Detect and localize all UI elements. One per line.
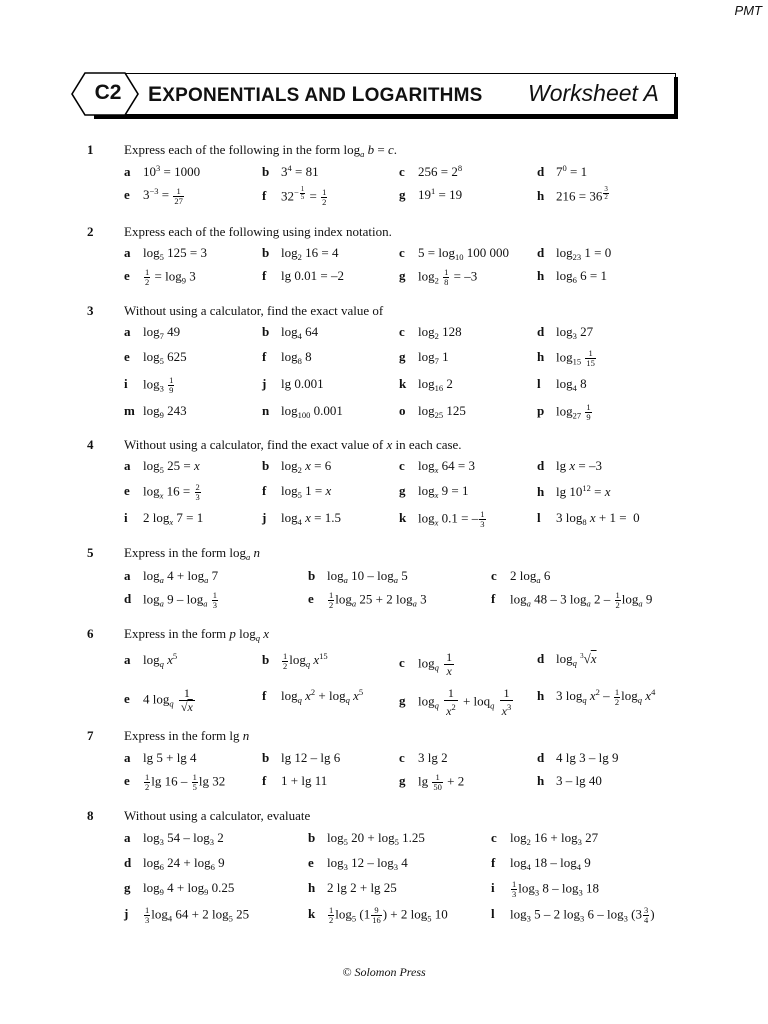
q3-part-o: o $\log_{25} 125$ <box>399 403 466 420</box>
question-2-row-1 <box>0 245 768 265</box>
q1-part-h: h 216 = 36 $^{\frac{3}{2}}$ <box>537 185 608 204</box>
q5-part-c: c 2 $\log_a 6$ <box>491 568 551 585</box>
q4-part-h: h $\lg 10^{12} = x$ <box>537 483 611 499</box>
q7-part-g: g lg $\frac{1}{50}$ + 2 <box>399 772 465 792</box>
worksheet-header <box>70 71 678 119</box>
question-4-row-3 <box>0 510 768 530</box>
q8-part-k: k $\frac{1}{2}$ $\log_5 (1$ $\frac{9}{16}$ ) + 2 $\log_5 10$ <box>308 905 448 925</box>
q3-part-e: e $\log_5 625$ <box>124 349 187 366</box>
question-3-row-2 <box>0 349 768 369</box>
q2-part-g: g $\log_2$ $\frac{1}{8}$ = –3 <box>399 267 478 287</box>
q5-part-e: e $\frac{1}{2}$ $\log_a 25 + 2$ $\log_a 3$ <box>308 590 427 610</box>
q3-part-m: m $\log_9 243$ <box>124 403 187 420</box>
question-6-row-1 <box>0 650 768 678</box>
q3-part-d: d $\log_3 27$ <box>537 324 594 341</box>
q3-part-c: c $\log_2 128$ <box>399 324 462 341</box>
question-7-row-1 <box>0 750 768 770</box>
corner-label: PMT <box>734 3 762 18</box>
q4-part-i: i 2 $\log_x 7 = 1$ <box>124 510 204 527</box>
q3-part-j: j lg 0.001 <box>262 376 324 391</box>
q3-part-h: h $\log_{15}$ $\frac{1}{15}$ <box>537 348 595 368</box>
q8-part-h: h 2 lg 2 + lg 25 <box>308 880 397 895</box>
q8-part-d: d $\log_6 24 + \log_6 9$ <box>124 855 225 872</box>
q1-part-f: f $32^{- \frac{1}{5}}$ = $\frac{1}{2}$ <box>262 185 327 207</box>
q2-part-h: h $\log_6 6 = 1$ <box>537 268 607 285</box>
question-4-row-2 <box>0 483 768 503</box>
worksheet-label: Worksheet A <box>528 80 659 106</box>
q3-part-b: b $\log_4 64$ <box>262 324 319 341</box>
q7-part-f: f 1 + lg 11 <box>262 773 328 788</box>
q4-part-b: b $\log_2 x = 6$ <box>262 458 332 475</box>
question-2-row-2 <box>0 268 768 288</box>
q8-part-b: b $\log_5 20 + \log_5 1.25$ <box>308 830 425 847</box>
q7-part-e: e $\frac{1}{2}$ lg 16 – $\frac{1}{5}$ lg 32 <box>124 772 226 792</box>
question-3-row-4 <box>0 403 768 423</box>
q8-part-g: g $\log_9 4 + \log_9 0.25$ <box>124 880 235 897</box>
question-3-row-3 <box>0 376 768 396</box>
q4-part-f: f $\log_5 1 = x$ <box>262 483 332 500</box>
q5-part-a: a $\log_a 4 + \log_a 7$ <box>124 568 219 585</box>
q8-part-j: j $\frac{1}{3}$ $\log_4 64 + 2$ $\log_5 25$ <box>124 905 250 925</box>
q2-part-d: d $\log_{23} 1 = 0$ <box>537 245 612 262</box>
q3-part-l: l $\log_4 8$ <box>537 376 587 393</box>
question-1-row-2 <box>0 186 768 206</box>
worksheet-title: EXPONENTIALS AND LOGARITHMS <box>148 83 483 106</box>
q7-part-c: c 3 lg 2 <box>399 750 448 765</box>
q4-part-g: g $\log_x 9 = 1$ <box>399 483 469 500</box>
q1-part-d: d $7^0 = 1$ <box>537 163 588 179</box>
q7-part-b: b lg 12 – lg 6 <box>262 750 341 765</box>
question-8-row-1 <box>0 830 768 850</box>
q1-part-c: c $256 = 2^8$ <box>399 163 463 179</box>
question-4-row-1 <box>0 458 768 478</box>
q2-part-e: e $\frac{1}{2}$ = $\log_9 3$ <box>124 267 196 287</box>
q3-part-n: n $\log_{100} 0.001$ <box>262 403 343 420</box>
q3-part-k: k $\log_{16} 2$ <box>399 376 453 393</box>
question-5-row-1 <box>0 568 768 588</box>
q6-part-a: a $\log_q x^5$ <box>124 651 178 669</box>
question-6-row-2 <box>0 686 768 718</box>
q6-part-c: c $\log_q$ $\frac{1}{x}$ <box>399 650 453 678</box>
q3-part-i: i $\log_3$ $\frac{1}{9}$ <box>124 375 174 395</box>
question-5-row-2 <box>0 591 768 611</box>
q5-part-f: f $\log_a 48 - 3$ $\log_a 2$ – $\frac{1}{2}$ $\log_a 9$ <box>491 590 653 610</box>
q8-part-c: c $\log_2 16 + \log_3 27$ <box>491 830 599 847</box>
q4-part-d: d lg x = –3 <box>537 458 602 473</box>
q6-part-b: b $\frac{1}{2}$ $\log_q x^{15}$ <box>262 650 328 671</box>
q4-part-j: j $\log_4 x = 1.5$ <box>262 510 341 527</box>
q1-part-a: a $10^3 = 1000$ <box>124 163 201 179</box>
q6-part-f: f $\log_q x^2 + \log_q x^5$ <box>262 687 364 705</box>
question-8-row-2 <box>0 855 768 875</box>
q3-part-a: a $\log_7 49$ <box>124 324 181 341</box>
q5-part-b: b $\log_a 10 - \log_a 5$ <box>308 568 408 585</box>
q1-part-b: b $3^4 = 81$ <box>262 163 319 179</box>
question-3-row-1 <box>0 324 768 344</box>
q6-part-d: d $\log_q ^3√x$ <box>537 651 597 668</box>
q4-part-l: l 3 $\log_8 x + 1 = 0$ <box>537 510 640 527</box>
q4-part-c: c $\log_x 64 = 3$ <box>399 458 475 475</box>
q8-part-i: i $\frac{1}{3}$ $\log_3 8 - \log_3 18$ <box>491 879 599 899</box>
q3-part-g: g $\log_7 1$ <box>399 349 449 366</box>
q2-part-a: a $\log_5 125 = 3$ <box>124 245 207 262</box>
question-7-row-2 <box>0 773 768 793</box>
q6-part-h: h 3 $\log_q x^2$ – $\frac{1}{2}$ $\log_q x^4$ <box>537 686 656 707</box>
module-badge: C2 <box>94 81 122 104</box>
publisher-footer: © Solomon Press <box>342 965 426 979</box>
q8-part-e: e $\log_3 12 - \log_3 4$ <box>308 855 408 872</box>
question-8-row-4 <box>0 906 768 926</box>
q2-part-c: c $5 = \log_{10} 100$ 000 <box>399 245 509 262</box>
q3-part-p: p $\log_{27}$ $\frac{1}{9}$ <box>537 402 591 422</box>
q3-part-f: f $\log_8 8$ <box>262 349 312 366</box>
question-1-row-1 <box>0 163 768 183</box>
q6-part-e: e 4 $\log_q$ $\frac{1}{√x}$ <box>124 686 193 714</box>
q1-part-e: e $3^{-3}$ = $\frac{1}{27}$ <box>124 185 183 206</box>
question-8-row-3 <box>0 880 768 900</box>
q7-part-h: h 3 – lg 40 <box>537 773 602 788</box>
q5-part-d: d $\log_a 9 - \log_a$ $\frac{1}{3}$ <box>124 590 217 610</box>
q4-part-a: a $\log_5 25 = x$ <box>124 458 200 475</box>
q4-part-k: k $\log_x 0.1$ = – $\frac{1}{3}$ <box>399 509 485 529</box>
q8-part-l: l $\log_3 5 - 2$ $\log_3 6 - \log_3 (3$ $\frac{3}{4}$ ) <box>491 905 655 925</box>
q4-part-e: e $\log_x 16$ = $\frac{2}{3}$ <box>124 482 200 502</box>
q7-part-a: a lg 5 + lg 4 <box>124 750 197 765</box>
q8-part-a: a $\log_3 54 - \log_3 2$ <box>124 830 224 847</box>
q8-part-f: f $\log_4 18 - \log_4 9$ <box>491 855 591 872</box>
q2-part-b: b $\log_2 16 = 4$ <box>262 245 339 262</box>
header-shadow-bottom <box>94 115 678 119</box>
q1-part-g: g $19^1 = 19$ <box>399 186 463 202</box>
q2-part-f: f lg 0.01 = –2 <box>262 268 344 283</box>
q6-part-g: g $\log_q$ $\frac{1}{x^2}$ + loq$_q$ $\frac{1}{x^3}$ <box>399 686 512 718</box>
q7-part-d: d 4 lg 3 – lg 9 <box>537 750 619 765</box>
